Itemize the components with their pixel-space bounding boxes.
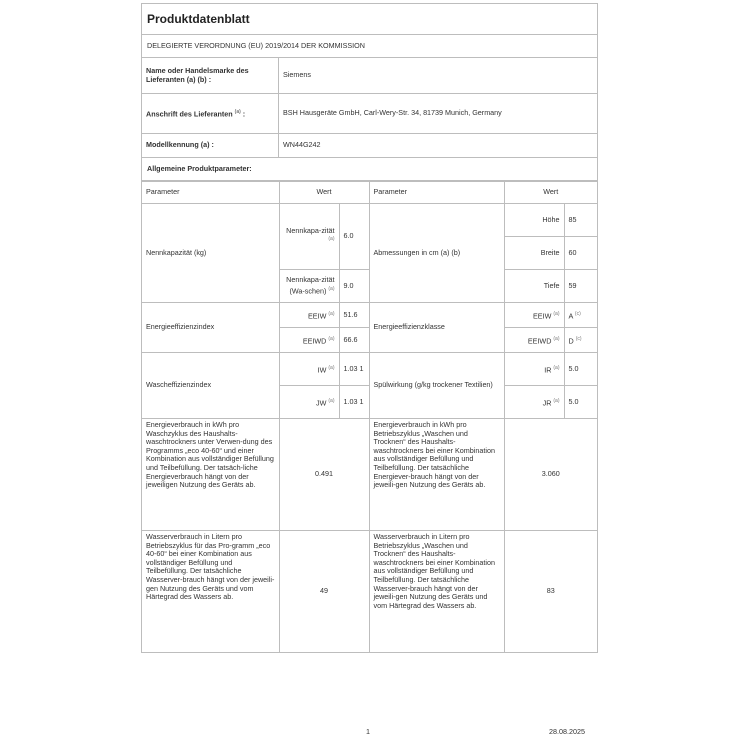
- table-row: [142, 419, 597, 531]
- header-value-left: Wert: [279, 182, 369, 204]
- header-parameter-right: Parameter: [369, 182, 504, 204]
- rinse-jr-cell: JR $^{(a)}$: [504, 386, 564, 419]
- eec-label: Energieeffizienzklasse: [369, 303, 504, 353]
- wash-eff-jw-label: JW: [315, 397, 327, 407]
- water-wash-value: 49: [279, 531, 369, 653]
- supplier-address-label-cell: [142, 94, 279, 133]
- dimensions-label: Abmessungen in cm (a) (b): [369, 204, 504, 303]
- eei-w-cell: EEIW $^{(a)}$: [279, 303, 339, 328]
- water-washdry-value: 83: [504, 531, 597, 653]
- eei-label: Energieeffizienzindex: [142, 303, 279, 353]
- eei-w-label: EEIW: [308, 310, 327, 320]
- general-heading-row: [142, 158, 597, 181]
- capacity-wash-dry-label: Nennkapa-zität: [286, 225, 335, 235]
- table-row: [142, 303, 597, 328]
- dimensions-depth-label: Tiefe: [504, 270, 564, 303]
- eei-w-value: 51.6: [339, 303, 369, 328]
- eec-w-cell: EEIW $^{(a)}$: [504, 303, 564, 328]
- eei-wd-label: EEIWD: [302, 335, 327, 345]
- title-row: [142, 3, 597, 35]
- table-row: [142, 353, 597, 386]
- rinse-jr-value: 5.0: [564, 386, 597, 419]
- wash-eff-label: Wascheffizienzindex: [142, 353, 279, 419]
- table-row: [142, 531, 597, 653]
- energy-washdry-label: Energieverbrauch in kWh pro Betriebszyklus „Waschen und Trocknen“ des Haushalts-waschtrockners bei einer Kombination aus vollständiger Befüllung und Teilbefüllung. Der tatsächliche Energiever-brauch hängt von der jeweili-gen Nutzung des Geräts ab.: [369, 419, 504, 531]
- rinse-ir-value: 5.0: [564, 353, 597, 386]
- water-washdry-label: Wasserverbrauch in Litern pro Betriebszyklus „Waschen und Trocknen“ des Haushalts-waschtrockners bei einer Kombination aus vollständiger Befüllung und Teilbefüllung. Der tatsächliche Wasserver-brauch hängt von der jeweili-gen Nutzung des Geräts und vom Härtegrad des Wassers ab.: [369, 531, 504, 653]
- model-row: [142, 134, 597, 158]
- wash-eff-iw-label: IW: [317, 364, 327, 374]
- product-data-sheet: [141, 3, 598, 653]
- eei-wd-cell: EEIWD $^{(a)}$: [279, 328, 339, 353]
- parameter-table: [142, 181, 597, 653]
- capacity-wash-cell: Nennkapa-zität (Wa-schen) $^{(a)}$: [279, 270, 339, 303]
- regulation-row: [142, 35, 597, 58]
- supplier-name-label: Name oder Handelsmarke des Lieferanten (a) (b) :: [142, 58, 279, 93]
- energy-wash-label: Energieverbrauch in kWh pro Waschzyklus des Haushalts-waschtrockners unter Verwen-dung des Programms „eco 40-60“ und einer Kombination aus vollständiger Befüllung und Teilbefüllung. Der tatsäch-liche Energieverbrauch hängt von der jeweiligen Nutzung des Geräts ab.: [142, 419, 279, 531]
- header-parameter-left: Parameter: [142, 182, 279, 204]
- capacity-wash-value: 9.0: [339, 270, 369, 303]
- rinse-ir-cell: IR $^{(a)}$: [504, 353, 564, 386]
- page-number: 1: [366, 727, 370, 736]
- general-heading: Allgemeine Produktparameter:: [147, 163, 252, 173]
- eec-wd-cell: EEIWD $^{(a)}$: [504, 328, 564, 353]
- supplier-address-row: [142, 94, 597, 134]
- supplier-address-label-tail: :: [242, 109, 246, 119]
- water-wash-label: Wasserverbrauch in Litern pro Betriebszyklus für das Pro-gramm „eco 40-60“ bei einer Kombination aus vollständiger Befüllung und Teilbefüllung. Der tatsächliche Wasserver-brauch hängt von der jeweili-gen Nutzung des Geräts und vom Härtegrad des Wassers ab.: [142, 531, 279, 653]
- energy-washdry-value: 3.060: [504, 419, 597, 531]
- energy-wash-value: 0.491: [279, 419, 369, 531]
- supplier-name-row: [142, 58, 597, 94]
- capacity-wash-label: Nennkapa-zität (Wa-schen): [286, 275, 335, 296]
- wash-eff-jw-value: 1.03 1: [339, 386, 369, 419]
- page-title: Produktdatenblatt: [147, 12, 250, 26]
- supplier-address-value: BSH Hausgeräte GmbH, Carl-Wery-Str. 34, 81739 Munich, Germany: [283, 108, 502, 118]
- footnote-mark: (a): [234, 109, 241, 115]
- supplier-name-value: Siemens: [283, 70, 311, 80]
- wash-eff-iw-cell: IW $^{(a)}$: [279, 353, 339, 386]
- rinse-jr-label: JR: [542, 397, 552, 407]
- header-value-right: Wert: [504, 182, 597, 204]
- dimensions-depth-value: 59: [564, 270, 597, 303]
- eec-w-label: EEIW: [533, 310, 552, 320]
- eei-wd-value: 66.6: [339, 328, 369, 353]
- table-header-row: [142, 182, 597, 204]
- model-label: Modellkennung (a) :: [142, 134, 279, 157]
- dimensions-height-value: 85: [564, 204, 597, 237]
- wash-eff-jw-cell: JW $^{(a)}$: [279, 386, 339, 419]
- rinse-label: Spülwirkung (g/kg trockener Textilien): [369, 353, 504, 419]
- capacity-label: Nennkapazität (kg): [142, 204, 279, 303]
- dimensions-width-value: 60: [564, 237, 597, 270]
- table-row: [142, 204, 597, 237]
- eec-wd-value: D $^{(c)}$: [564, 328, 597, 353]
- supplier-address-label: Anschrift des Lieferanten: [146, 109, 233, 119]
- eec-wd-label: EEIWD: [527, 335, 552, 345]
- capacity-wash-dry-cell: Nennkapa-zität $^{(a)}$: [279, 204, 339, 270]
- dimensions-width-label: Breite: [504, 237, 564, 270]
- rinse-ir-label: IR: [544, 364, 552, 374]
- dimensions-height-label: Höhe: [504, 204, 564, 237]
- capacity-wash-dry-value: 6.0: [339, 204, 369, 270]
- footer-date: 28.08.2025: [549, 727, 585, 736]
- model-value: WN44G242: [283, 140, 321, 150]
- eec-w-value: A $^{(c)}$: [564, 303, 597, 328]
- wash-eff-iw-value: 1.03 1: [339, 353, 369, 386]
- regulation-text: DELEGIERTE VERORDNUNG (EU) 2019/2014 DER KOMMISSION: [147, 40, 365, 50]
